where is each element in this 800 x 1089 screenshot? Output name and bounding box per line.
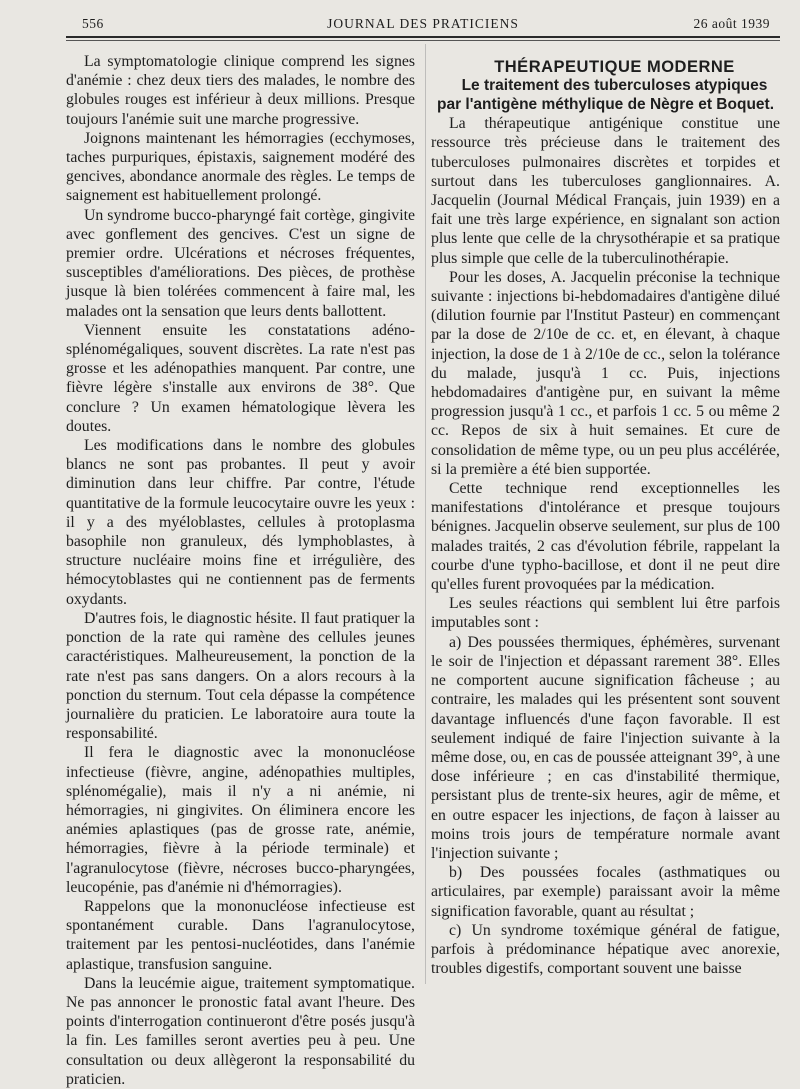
page-header <box>66 16 780 36</box>
paragraph: Il fera le diagnostic avec la mononucléose infectieuse (fièvre, angine, adénopathies multiples, splénomégalie), mais il n'y a ni anémie, ni hémorragies, ni gingivites. On éliminera encore les anémies aplastiques (pas de grosse rate, anémie, hémorragies, fièvre à la période terminale) et l'agranulocytose (fièvre, nécroses bucco-pharyngées, leucopénie, pas d'anémie ni d'hémorragies). <box>66 744 415 896</box>
paragraph: Un syndrome bucco-pharyngé fait cortège, gingivite avec gonflement des gencives. C'est un signe de premier ordre. Ulcérations et nécroses fréquentes, susceptibles d'améliorations. Des pièces, de prothèse jusque là bien tolérées commencent à faire mal, les malades ont la sensation que leurs dents ballottent. <box>66 206 415 320</box>
paragraph: Dans la leucémie aigue, traitement symptomatique. Ne pas annoncer le pronostic fatal avant l'heure. Des points d'interrogation continueront d'être posés jusqu'à la fin. Les familles seront averties peu à peu. Une consultation ou deux allègeront la responsabilité du praticien. <box>66 974 415 1088</box>
header-rule <box>66 36 780 38</box>
article-title: Le traitement des tuberculoses atypiques par l'antigène méthylique de Nègre et Boquet. <box>437 77 774 113</box>
paragraph: La thérapeutique antigénique constitue une ressource très précieuse dans le traitement des tuberculoses pulmonaires discrètes et torpides et surtout dans les tuberculoses ganglionnaires. A. Jacquelin (Journal Médical Français, juin 1939) en a fait une très large expérience, en signalant son action plus lente que celle de la chrysothérapie et sa pratique plus simple que celle de la tuberculinothérapie. <box>431 115 780 267</box>
paragraph: Pour les doses, A. Jacquelin préconise la technique suivante : injections bi-hebdomadaires d'antigène dilué (dilution fournie par l'Institut Pasteur) en commençant par la dose de 2/10e de cc. et, en élevant, à chaque injection, la dose de 1 à 2/10e de cc., selon la tolérance du malade, jusqu'à 1 cc. Puis, injections hebdomadaires d'antigène pur, en suivant la même progression jusqu'à 1 cc., et parfois 1 cc. 5 ou même 2 cc. Repos de six à huit semaines. Et cure de consolidation de même type, ou un peu plus accélérée, si la première a été bien supportée. <box>431 268 780 478</box>
paragraph: b) Des poussées focales (asthmatiques ou articulaires, par exemple) paraissant avoir la même signification favorable, quant au résultat ; <box>431 864 780 920</box>
paragraph: La symptomatologie clinique comprend les signes d'anémie : chez deux tiers des malades, le nombre des globules rouges est inférieur à deux millions. Presque toujours l'anémie suit une marche progressive. <box>66 53 415 128</box>
paragraph: Joignons maintenant les hémorragies (ecchymoses, taches purpuriques, épistaxis, saignement modéré des gencives, abondance anormale des règles. Le temps de saignement est habituellement prolongé. <box>66 129 415 205</box>
paragraph: Les seules réactions qui semblent lui être parfois imputables sont : <box>431 595 780 632</box>
issue-date: 26 août 1939 <box>693 16 770 31</box>
paragraph: D'autres fois, le diagnostic hésite. Il faut pratiquer la ponction de la rate qui ramène des cellules jeunes caractéristiques. Malheureusement, la ponction de la rate n'est pas sans dangers. On a alors recours à la ponction du sternum. Tout cela dépasse la compétence journalière du praticien. Le laboratoire aura toute la responsabilité. <box>66 609 415 743</box>
paragraph: Cette technique rend exceptionnelles les manifestations d'intolérance et presque toujours bénignes. Jacquelin observe seulement, sur plus de 100 malades traités, 2 cas d'évolution fébrile, rappelant la courbe d'une typho-bacillose, et dont il ne peut dire qu'elles furent provoquées par la médication. <box>431 480 780 594</box>
section-title: THÉRAPEUTIQUE MODERNE <box>494 58 735 76</box>
left-column <box>66 52 415 1089</box>
page-number: 556 <box>82 16 104 31</box>
paragraph: c) Un syndrome toxémique général de fatigue, parfois à prédominance hépatique avec anorexie, troubles digestifs, comportant souvent une baisse <box>431 921 780 978</box>
paragraph: a) Des poussées thermiques, éphémères, survenant le soir de l'injection et dépassant rarement 38°. Elles ne comportent aucune signification fâcheuse ; au contraire, les malades qui les présentent sont souvent davantage influencés d'une façon favorable. Il est seulement indiqué de faire l'injection suivante à la même dose, ou, en cas de poussée atteignant 39°, à une dose inférieure ; en cas d'instabilité thermique, persistant plus de trente-six heures, agir de même, et en outre espacer les injections, de façon à laisser au moins trois jours de température normale avant l'injection suivante ; <box>431 633 780 862</box>
journal-title: JOURNAL DES PRATICIENS <box>327 16 519 31</box>
header-rule-thin <box>66 40 780 41</box>
paragraph: Rappelons que la mononucléose infectieuse est spontanément curable. Dans l'agranulocytose, traitement par les pentosi-nucléotides, dans l'anémie aplastique, transfusion sanguine. <box>66 897 415 973</box>
right-column <box>431 58 780 978</box>
paragraph: Les modifications dans le nombre des globules blancs ne sont pas probantes. Il peut y avoir diminution dans leur chiffre. Par contre, l'étude quantitative de la formule leucocytaire ouvre les yeux : il y a des myéloblastes, cellules à protoplasma basophile non granuleux, dés lymphoblastes, à structure nucléaire moins fine et irrégulière, des hémocytoblastes qui ne contiennent pas de ferments oxydants. <box>66 437 415 608</box>
paragraph: Viennent ensuite les constatations adéno-splénomégaliques, souvent discrètes. La rate n'est pas grosse et les adénopathies manquent. Par contre, une fièvre légère s'installe aux environs de 38°. Que conclure ? Un examen hématologique lèvera les doutes. <box>66 321 415 435</box>
column-divider <box>425 44 426 984</box>
